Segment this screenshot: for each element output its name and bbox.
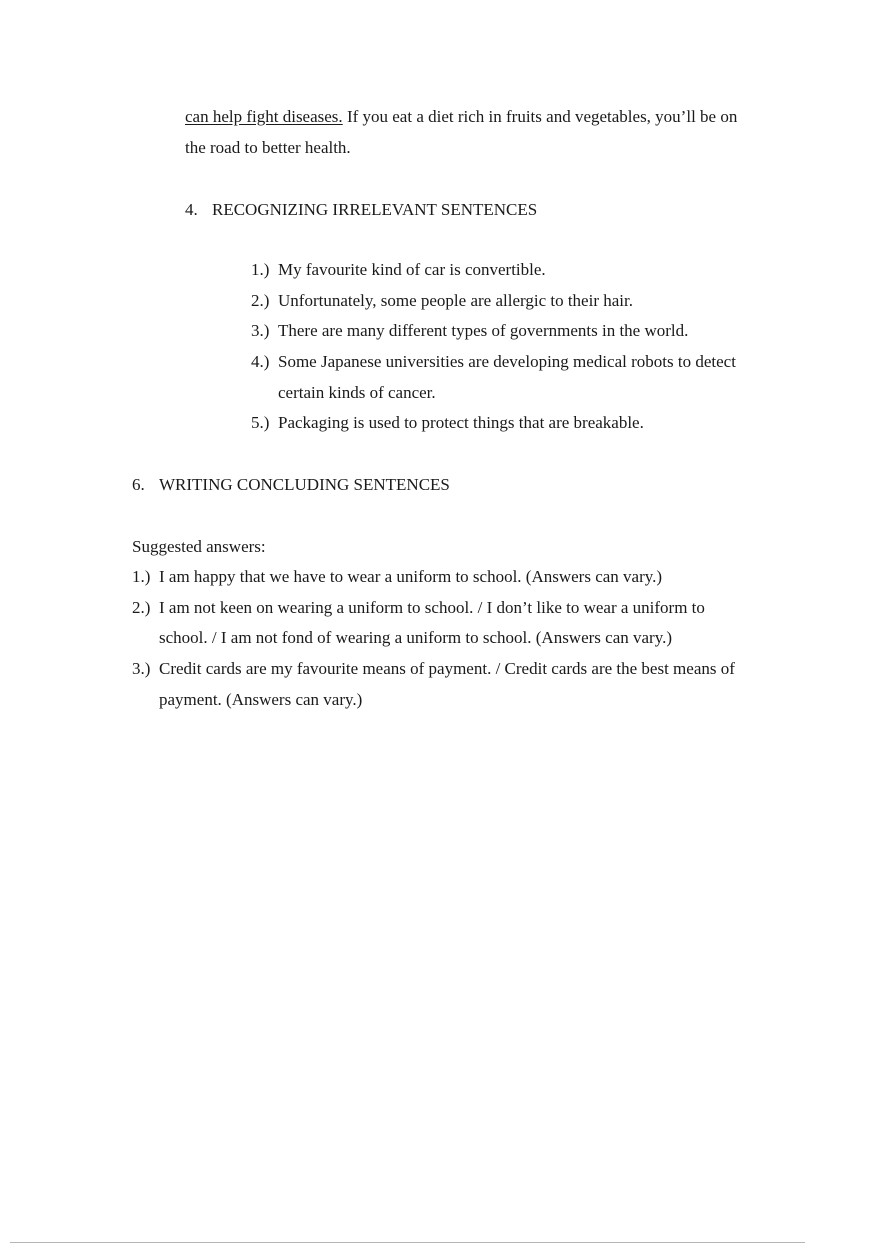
section4-number: 4. (185, 200, 198, 219)
section4-item-4-number: 4.) (251, 352, 270, 371)
section4-item-1-text: My favourite kind of car is convertible. (278, 260, 546, 279)
section6-item-1-text: I am happy that we have to wear a uniform to school. (Answers can vary.) (159, 567, 663, 586)
section4-item-5-number: 5.) (251, 413, 270, 432)
section4-item-5-text: Packaging is used to protect things that are breakable. (278, 413, 644, 432)
section6-item-2-text-line-2: school. / I am not fond of wearing a uniform to school. (Answers can vary.) (159, 628, 673, 647)
section6-heading: WRITING CONCLUDING SENTENCES (159, 475, 450, 494)
section6-number: 6. (132, 475, 145, 494)
intro-line-2: the road to better health. (185, 138, 351, 157)
section4-item-2-text: Unfortunately, some people are allergic to their hair. (278, 291, 633, 310)
section6-item-3-text-line-1: Credit cards are my favourite means of payment. / Credit cards are the best means of (159, 659, 735, 678)
section4-item-3-text: There are many different types of governments in the world. (278, 321, 689, 340)
intro-line-1-rest: If you eat a diet rich in fruits and vegetables, you’ll be on (342, 107, 738, 126)
section6-item-2-text-line-1: I am not keen on wearing a uniform to school. / I don’t like to wear a uniform to (159, 598, 705, 617)
section4-item-2-number: 2.) (251, 291, 270, 310)
section4-item-1-number: 1.) (251, 260, 270, 279)
footer-divider (10, 1242, 805, 1243)
section6-item-1-number: 1.) (132, 567, 151, 586)
section6-item-3-text-line-2: payment. (Answers can vary.) (159, 690, 363, 709)
section4-item-4-text-line-2: certain kinds of cancer. (278, 383, 436, 402)
section6-item-2-number: 2.) (132, 598, 151, 617)
section4-item-3-number: 3.) (251, 321, 270, 340)
section4-item-4-text-line-1: Some Japanese universities are developing medical robots to detect (278, 352, 736, 371)
intro-line-1 (185, 107, 737, 127)
section4-heading: RECOGNIZING IRRELEVANT SENTENCES (212, 200, 538, 219)
section6-item-3-number: 3.) (132, 659, 151, 678)
section6-intro: Suggested answers: (132, 537, 266, 556)
intro-underlined-text: can help fight diseases. (185, 107, 343, 126)
